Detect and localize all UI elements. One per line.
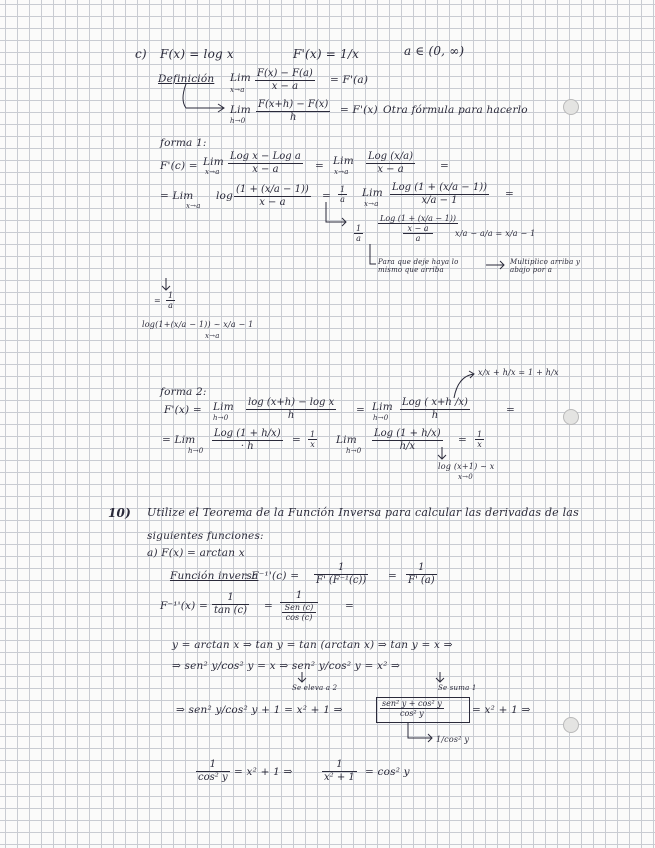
denominator: x − a <box>259 197 286 208</box>
numerator: 1 <box>168 291 174 300</box>
fraction <box>246 397 336 422</box>
expression: F'(x) = <box>164 404 202 416</box>
denominator: x <box>310 440 315 449</box>
numerator: log (x+h) − log x <box>248 397 335 408</box>
numerator: Log (1 + h/x) <box>374 428 441 439</box>
note: x/x + h/x = 1 + h/x <box>478 368 559 377</box>
fraction <box>196 759 230 784</box>
note: Para que deje haya lo mismo que arriba <box>378 258 459 274</box>
note: Multiplico arriba y abajo por a <box>510 258 581 274</box>
arrow-head <box>162 286 170 290</box>
equals: = <box>154 296 161 305</box>
equals: = <box>322 190 331 202</box>
numerator: 1 <box>356 224 362 233</box>
limit-word: Lim <box>203 156 224 168</box>
fraction <box>166 291 175 310</box>
expression-line: ⇒ sen² y/cos² y = x ⇒ sen² y/cos² y = x² ⇒ <box>172 660 401 672</box>
numerator: 1 <box>340 185 346 194</box>
problem-number: 10) <box>108 506 131 520</box>
numerator: 1 <box>310 430 316 439</box>
definition-label: Definición <box>158 73 215 85</box>
fraction <box>228 151 303 176</box>
inner-denominator: cos (c) <box>285 613 313 622</box>
numerator: Log (1 + (x/a − 1)) <box>392 182 488 193</box>
arrow-head <box>500 261 504 269</box>
arrow-head <box>218 104 224 112</box>
expression-line: y = arctan x ⇒ tan y = tan (arctan x) ⇒ tan y = x ⇒ <box>172 639 453 651</box>
arrow-path <box>183 84 224 108</box>
denominator: cos² y <box>400 709 424 718</box>
subproblem: a) F(x) = arctan x <box>147 547 245 559</box>
binder-hole <box>563 409 579 425</box>
limit-subscript: h→0 <box>346 447 362 455</box>
note: Se suma 1 <box>438 684 477 692</box>
equals: = <box>505 188 514 200</box>
fraction <box>314 562 368 587</box>
equals: = <box>345 600 354 612</box>
approximation: log(1+(x/a − 1)) ~ x/a − 1 <box>142 320 254 329</box>
denominator: a <box>340 195 345 204</box>
denominator: x − a <box>252 164 279 175</box>
denominator: tan (c) <box>214 605 248 616</box>
fraction <box>400 397 470 422</box>
approximation: log (x+1) ~ x <box>438 462 495 471</box>
denominator: · h <box>240 441 254 452</box>
equals: = <box>315 160 324 172</box>
denominator: F' (a) <box>408 575 435 586</box>
note: 1/cos² y <box>436 735 470 744</box>
limit-word: Lim <box>333 155 354 167</box>
numerator: Log x − Log a <box>230 151 301 162</box>
domain: a ∈ (0, ∞) <box>404 44 465 58</box>
fraction <box>390 182 489 207</box>
fraction <box>212 592 249 617</box>
denominator: a <box>356 234 361 243</box>
fraction <box>406 562 437 587</box>
fraction <box>372 428 443 453</box>
arrow-head <box>436 678 444 682</box>
numerator: 1 <box>418 562 425 573</box>
problem-statement: Utilize el Teorema de la Función Inversa para calcular las derivadas de las <box>147 506 579 519</box>
result: = F'(x) <box>340 104 378 116</box>
limit-word: = Lim <box>162 434 196 446</box>
fraction <box>280 590 318 622</box>
denominator: h <box>289 112 297 123</box>
limit-subscript: x→a <box>230 86 245 94</box>
fraction <box>380 699 444 718</box>
denominator: x − a <box>377 164 404 175</box>
expression: x/a − a/a = x/a − 1 <box>455 229 536 238</box>
note: Otra fórmula para hacerlo <box>383 104 528 116</box>
limit-subscript: x→a <box>205 332 220 340</box>
limit-word: Lim <box>230 72 251 84</box>
expression: : F⁻¹'(c) = <box>244 570 300 582</box>
numerator: Log (x/a) <box>368 151 414 162</box>
limit-subscript: x→a <box>364 200 379 208</box>
denominator: x <box>477 440 482 449</box>
inner-numerator: x − a <box>407 224 429 233</box>
denominator: F' (F⁻¹(c)) <box>316 575 367 586</box>
problem-statement: siguientes funciones: <box>147 530 264 542</box>
fraction <box>475 430 484 449</box>
fraction <box>212 428 283 453</box>
arrow-path <box>370 244 376 264</box>
equals: = <box>440 160 449 172</box>
numerator: 1 <box>336 759 343 770</box>
fraction <box>354 224 363 243</box>
equals: = <box>506 404 515 416</box>
denominator: h <box>287 410 295 421</box>
numerator: F(x+h) − F(x) <box>258 99 329 110</box>
arrow-path <box>408 722 432 738</box>
arrow-head <box>438 455 446 459</box>
equals: = <box>388 570 397 582</box>
limit-word: = Lim <box>160 190 194 202</box>
arrow-path <box>326 202 346 222</box>
expression-line: ⇒ sen² y/cos² y + 1 = x² + 1 ⇒ <box>176 704 343 716</box>
expression: F⁻¹'(x) = <box>160 600 208 612</box>
arrow-head <box>428 734 432 742</box>
equals: = <box>458 434 467 446</box>
arrow-head <box>298 678 306 682</box>
inner-numerator: Sen (c) <box>284 603 314 612</box>
derivative-def: F'(x) = 1/x <box>293 47 360 61</box>
expression: = x² + 1 ⇒ <box>234 766 293 778</box>
fraction <box>366 151 415 176</box>
numerator: Log (1 + (x/a − 1)) <box>380 214 457 223</box>
limit-word: Lim <box>213 401 234 413</box>
numerator: (1 + (x/a − 1)) <box>236 184 309 195</box>
numerator: 1 <box>337 562 345 573</box>
expression: F'(c) = <box>160 160 198 172</box>
fraction <box>255 68 315 93</box>
section-label: c) <box>135 47 147 61</box>
numerator: 1 <box>477 430 483 439</box>
limit-word: Lim <box>362 187 383 199</box>
expression: = x² + 1 ⇒ <box>472 704 531 716</box>
equals: = <box>292 434 301 446</box>
limit-word: Lim <box>230 104 251 116</box>
limit-word: Lim <box>372 401 393 413</box>
fraction <box>378 214 458 243</box>
note: Se eleva a 2 <box>292 684 338 692</box>
limit-subscript: h→0 <box>213 414 229 422</box>
log-word: log <box>216 190 234 202</box>
limit-word: Lim <box>336 434 357 446</box>
limit-subscript: h→0 <box>373 414 389 422</box>
numerator: F(x) − F(a) <box>257 68 313 79</box>
numerator: 1 <box>295 590 303 601</box>
denominator: h <box>431 410 439 421</box>
expression: = cos² y <box>365 766 410 778</box>
binder-hole <box>563 99 579 115</box>
result: = F'(a) <box>330 74 369 86</box>
function-def: F(x) = log x <box>160 47 234 61</box>
limit-subscript: x→a <box>334 168 349 176</box>
arrow-head <box>342 218 346 226</box>
limit-subscript: h→0 <box>188 447 204 455</box>
inner-denominator: a <box>415 234 421 243</box>
arrow-path <box>454 374 474 398</box>
fraction <box>322 759 357 784</box>
limit-subscript: x→a <box>205 168 220 176</box>
fraction <box>338 185 347 204</box>
numerator: sen² y + cos² y <box>382 699 442 708</box>
arrow-head <box>469 371 474 378</box>
limit-subscript: h→0 <box>230 117 246 125</box>
denominator: cos² y <box>198 772 228 783</box>
equals: = <box>264 600 273 612</box>
fraction <box>308 430 317 449</box>
denominator: x/a − 1 <box>421 195 458 206</box>
equals: = <box>356 404 365 416</box>
fraction <box>234 184 311 209</box>
limit-subscript: x→a <box>186 202 201 210</box>
numerator: Log (1 + h/x) <box>214 428 281 439</box>
limit-subscript: x→0 <box>458 473 473 481</box>
numerator: 1 <box>209 759 216 770</box>
section-title: forma 2: <box>160 386 207 398</box>
numerator: 1 <box>227 592 234 603</box>
section-title: forma 1: <box>160 137 207 149</box>
label: Función inversa <box>170 570 259 582</box>
denominator: h/x <box>399 441 416 452</box>
numerator: Log ( x+h /x) <box>402 397 468 408</box>
denominator: x² + 1 <box>324 772 355 783</box>
denominator: a <box>168 301 173 310</box>
binder-hole <box>563 717 579 733</box>
fraction <box>256 99 330 124</box>
denominator: x − a <box>271 81 299 92</box>
